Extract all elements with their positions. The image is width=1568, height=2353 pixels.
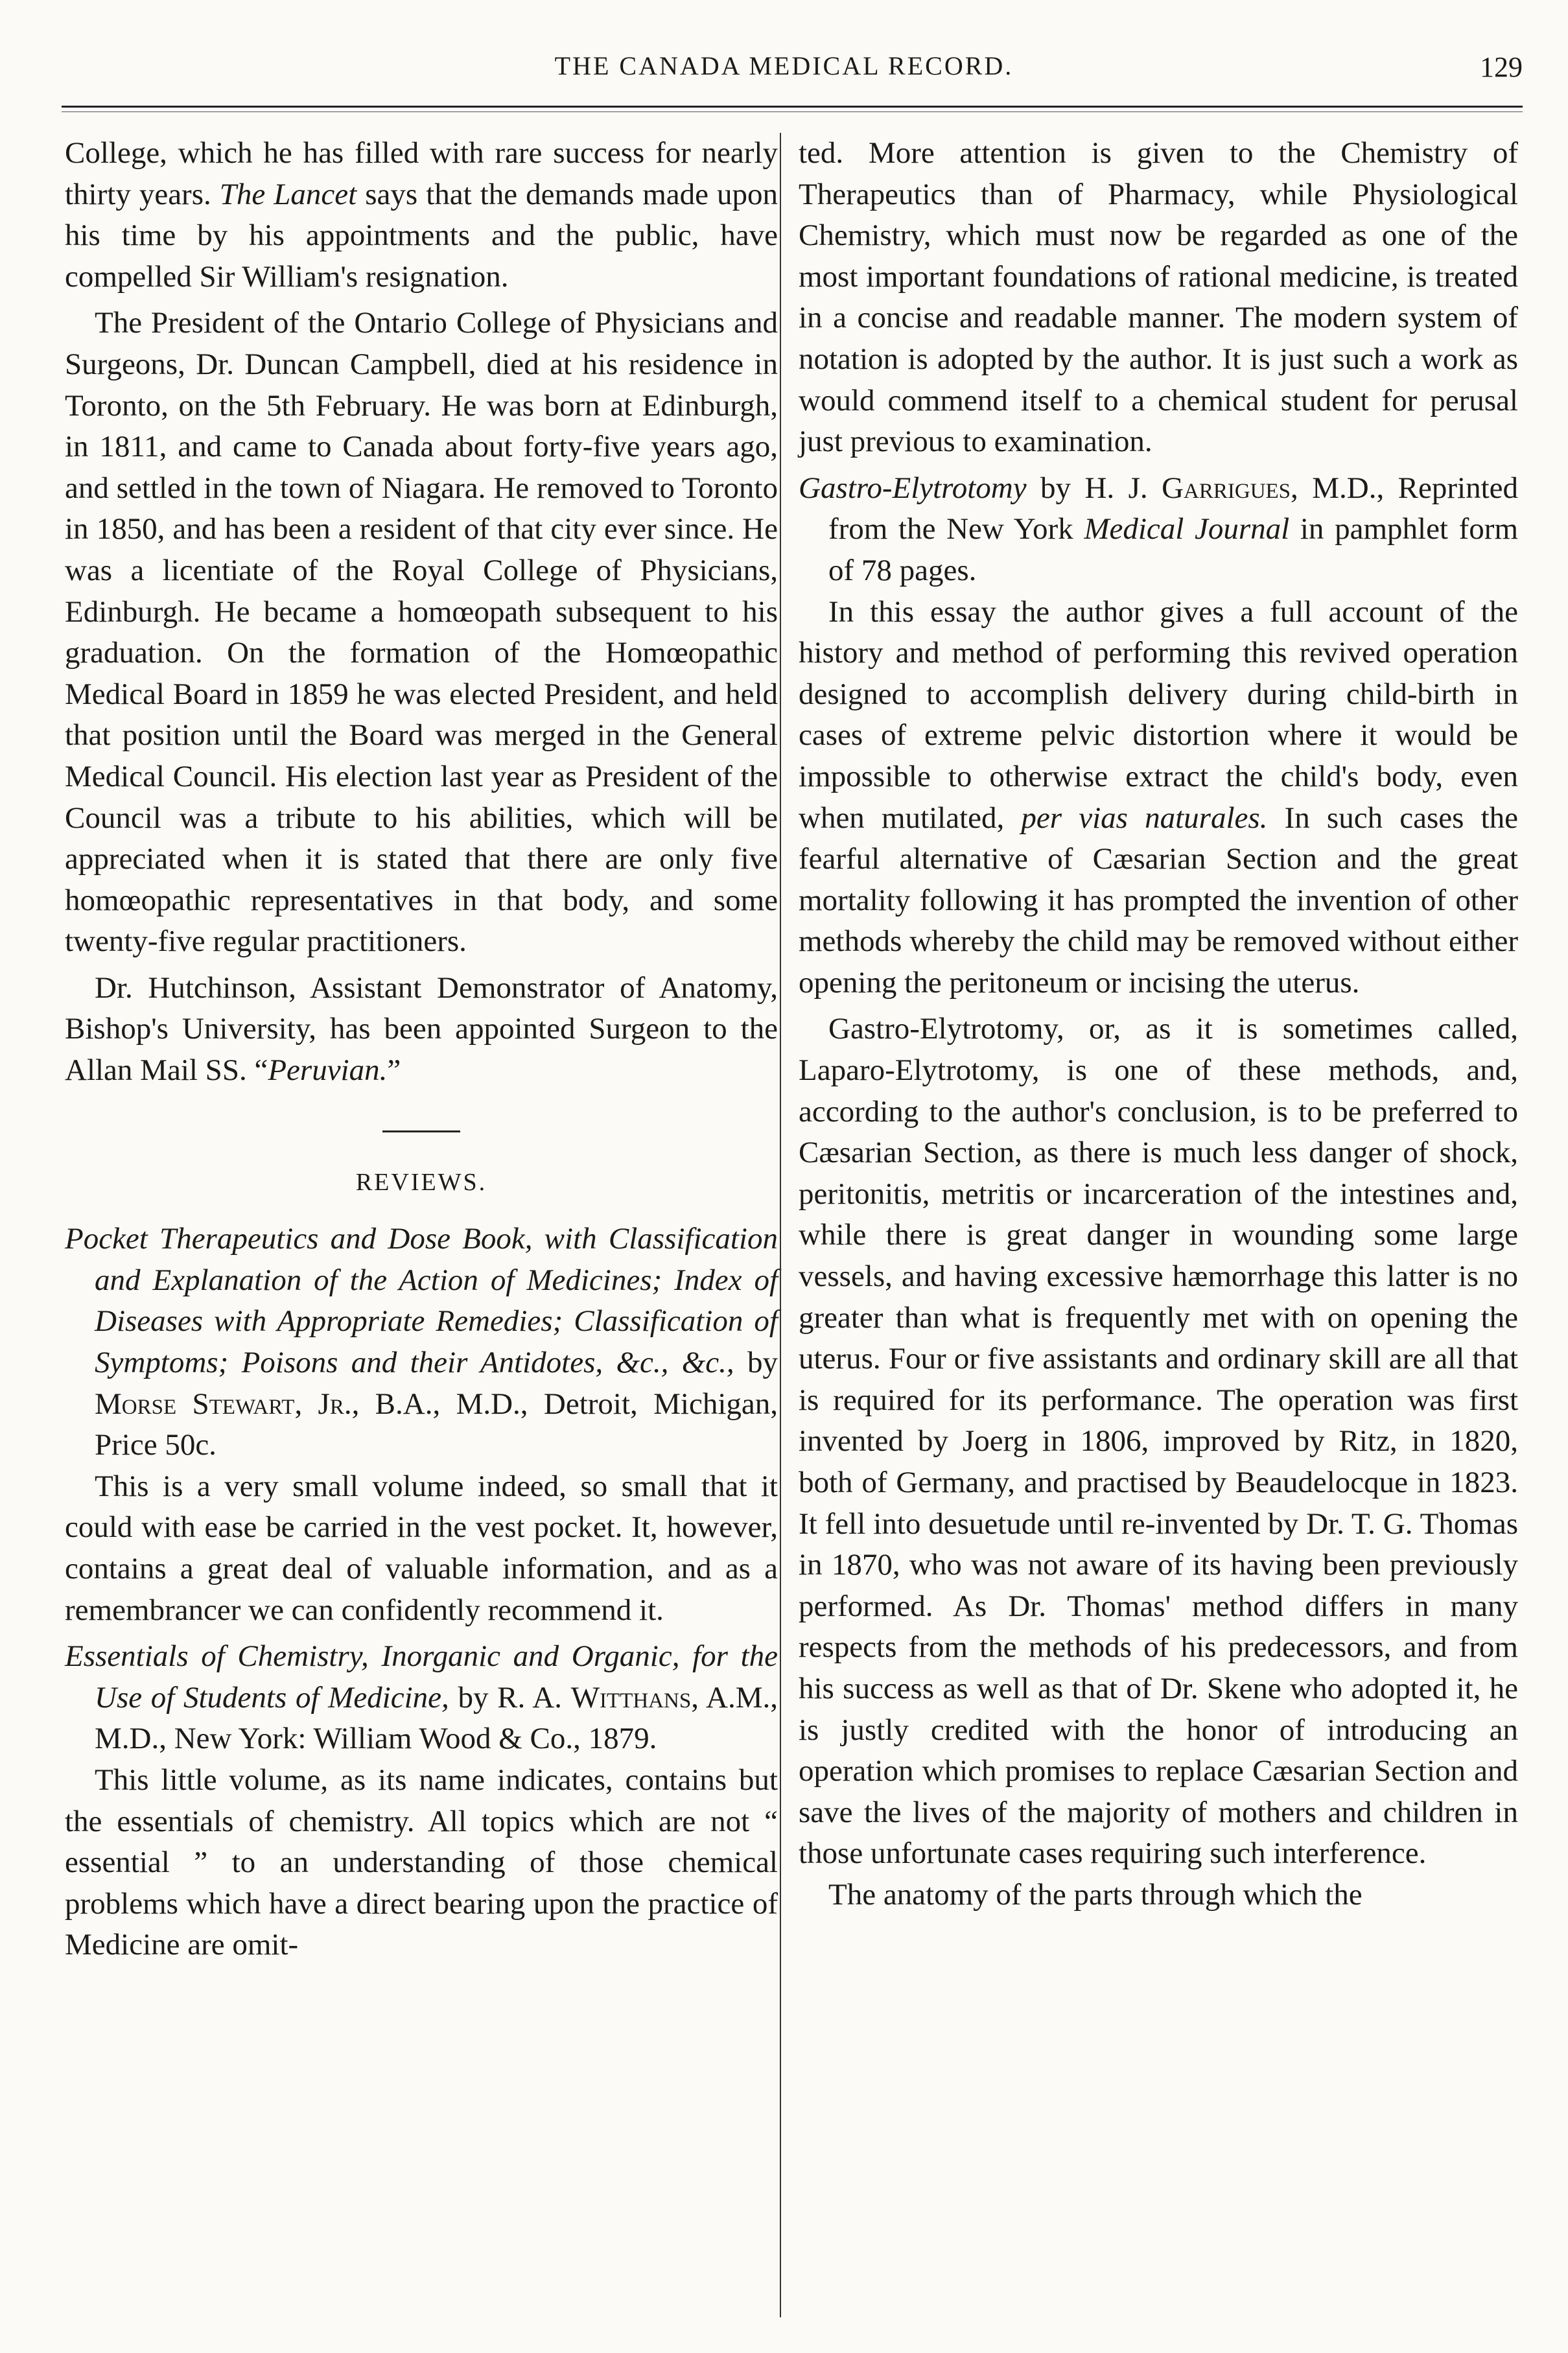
text-run: ” [387,1053,401,1088]
book-author: Morse Stewart, Jr. [95,1387,352,1421]
running-title: THE CANADA MEDICAL RECORD. [554,51,1014,80]
review-entry-essentials-chemistry [65,1636,778,1760]
text-run: says that the demands made upon his time by his appointments and the public, have compelled Sir William's resignation. [65,177,778,294]
review-body-essentials-continued: ted. More attention is given to the Chemistry of Therapeutics than of Pharmacy, while Physiological Chemistry, which must now be regarded as one of the most important foundations of rational medicine, is treated in a concise and readable manner. The modern system of notation is adopted by the author. It is just such a work as would commend itself to a chemical student for perusal just previous to examination. [799,136,1518,459]
text-run: College, which he has filled with rare success for nearly thirty years. [65,136,778,211]
text-run: Dr. Hutchinson, Assistant Demonstrator of Anatomy, Bishop's University, has been appointed Surgeon to the Allan Mail SS. “ [65,970,778,1088]
latin-phrase: per vias naturales. [1021,801,1268,835]
page-number: 129 [1480,51,1523,83]
ship-name: Peruvian. [268,1053,388,1088]
review-body-pocket-therapeutics: This is a very small volume indeed, so small that it could with ease be carried in the vest pocket. It, however, contains a great deal of valuable information, and as a remembrancer we can confidently recommend it. [65,1469,778,1627]
text-run: in pamphlet form of 78 pages. [828,512,1519,587]
text-run: by H. J. [1026,471,1162,505]
book-author: Garrigues [1162,471,1291,505]
journal-title: The Lancet [219,177,357,211]
running-head [0,51,1568,89]
review-entry-gastro-elytrotomy [799,468,1518,592]
text-run: by R. A. [449,1680,571,1715]
paragraph-essay-summary [799,592,1518,1004]
text-run: , B.A., M.D., Detroit, Michigan, Price 50c. [95,1387,778,1462]
header-rule [62,106,1523,108]
text-run: , M.D., Reprinted from the New York [828,471,1518,546]
left-column [65,133,778,1966]
book-title: Pocket Therapeutics and Dose Book, with Classification and Explanation of the Action of Medicines; Index of Diseases with Appropriate Remedies; Classification of Symptoms; Poisons and their Antidotes, &c., &c., [65,1222,778,1380]
review-entry-pocket-therapeutics [65,1219,778,1466]
paragraph-sir-william [65,133,778,298]
paragraph-campbell-obituary: The President of the Ontario College of Physicians and Surgeons, Dr. Duncan Campbell, died at his residence in Toronto, on the 5th February. He was born at Edinburgh, in 1811, and came to Canada about forty-five years ago, and settled in the town of Niagara. He removed to Toronto in 1850, and has been a resident of that city ever since. He was a licentiate of the Royal College of Physicians, Edinburgh. He became a homœopath subsequent to his graduation. On the formation of the Homœopathic Medical Board in 1859 he was elected President, and held that position until the Board was merged in the General Medical Council. His election last year as President of the Council was a tribute to his abilities, which will be appreciated when it is stated that there are only five homœopathic representatives in that body, and some twenty-five regular practitioners. [65,306,778,959]
reviews-heading: REVIEWS. [355,1168,487,1196]
journal-title: Medical Journal [1084,512,1290,546]
book-title: Essentials of Chemistry, Inorganic and Organic, for the Use of Students of Medicine, [65,1639,778,1715]
review-body-essentials-chemistry: This little volume, as its name indicates, contains but the essentials of chemistry. All topics which are not “ essential ” to an understanding of those chemical problems which have a direct bearing upon the practice of Medicine are omit- [65,1762,778,1962]
text-run: , A.M., M.D., New York: William Wood & Co., 1879. [95,1680,778,1756]
section-divider [382,1130,460,1132]
paragraph-hutchinson [65,968,778,1092]
paragraph-anatomy: The anatomy of the parts through which the [828,1877,1363,1912]
paragraph-gastro-elytrotomy-history: Gastro-Elytrotomy, or, as it is sometimes called, Laparo-Elytrotomy, is one of these methods, and, according to the author's conclusion, is to be preferred to Cæsarian Section, as there is much less danger of shock, peritonitis, metritis or incarceration of the intestines and, while there is great danger in wounding some large vessels, and having excessive hæmorrhage this latter is no greater than what is frequently met with on opening the uterus. Four or five assistants and ordinary skill are all that is required for its performance. The operation was first invented by Joerg in 1806, improved by Ritz, in 1820, both of Germany, and practised by Beaudelocque in 1823. It fell into desuetude until re-invented by Dr. T. G. Thomas in 1870, who was not aware of its having been previously performed. As Dr. Thomas' method differs in many respects from the methods of his predecessors, and from his success as well as that of Dr. Skene who adopted it, he is justly credited with the honor of introducing an operation which promises to replace Cæsarian Section and save the lives of the majority of mothers and children in those unfortunate cases requiring such interference. [799,1012,1518,1871]
book-author: Witthans [570,1680,692,1715]
book-title: Gastro-Elytrotomy [799,471,1027,505]
text-run: In this essay the author gives a full account of the history and method of performing this revived operation designed to accomplish delivery during child-birth in cases of extreme pelvic distortion where it would be impossible to otherwise extract the child's body, even when mutilated, [799,594,1518,835]
text-run: In such cases the fearful alternative of Cæsarian Section and the great mortality following it has prompted the invention of other methods whereby the child may be removed without either opening the peritoneum or incising the uterus. [799,801,1518,1000]
column-divider [780,133,781,2317]
right-column [799,133,1518,1916]
header-rule-thin [62,111,1523,112]
text-run: by [734,1346,778,1380]
